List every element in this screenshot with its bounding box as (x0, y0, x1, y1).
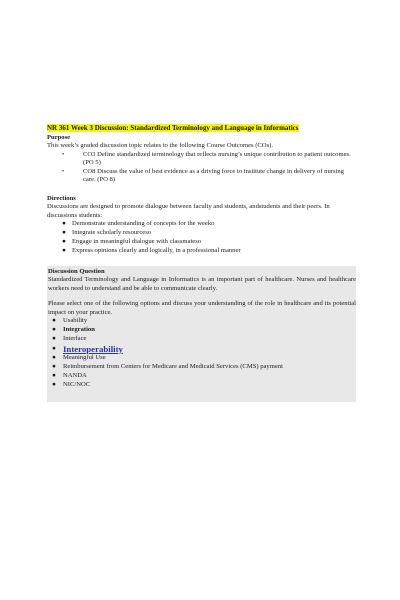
list-item: • CO8 Discuss the value of best evidence as a driving force to institute change in delivery of nursing care. (PO 8) (62, 167, 344, 184)
title-course: NR 361 Week 3 Discussion: (47, 124, 129, 132)
bullet-icon: • (62, 151, 65, 158)
purpose-heading: Purpose (47, 134, 71, 141)
bullet-icon: ● (62, 229, 66, 237)
list-item: • CO3 Define standardized terminology that reflects nursing’s unique contribution to patient outcomes. (PO 5) (62, 150, 351, 167)
discussion-paragraph-1: Standardized Terminology and Language in Informatics is an important part of healthcare. Nurses and healthcare workers need to understand and be able to communicate clearly. (48, 276, 356, 292)
purpose-section (47, 134, 357, 184)
option-interoperability-link[interactable]: ● Interoperability (52, 343, 123, 354)
option-reimbursement: ● Reimbursement from Centers for Medicare and Medicaid Services (CMS) payment (52, 363, 283, 371)
bullet-icon: ● (52, 334, 56, 342)
directions-list (47, 220, 357, 255)
bullet-icon: ● (52, 317, 56, 325)
bullet-icon: ● (52, 344, 56, 352)
discussion-options-list (48, 317, 356, 390)
list-item: ● Express opinions clearly and logically, in a professional manner (62, 246, 241, 254)
list-item: ● Demonstrate understanding of concepts for the weeko (62, 220, 215, 228)
title-topic: Standardized Terminology and Language in Informatics (128, 124, 299, 132)
discussion-heading: Discussion Question (48, 268, 105, 275)
option-meaningful-use: ● Meaningful Use (52, 354, 106, 362)
directions-heading: Directions (47, 195, 76, 202)
document-title (47, 117, 357, 135)
option-integration: ● Integration (52, 325, 95, 333)
bullet-icon: ● (52, 372, 56, 380)
discussion-paragraph-2: Please select one of the following options and discuss your understanding of the role in healthcare and its potential impact on your practice. (48, 300, 356, 316)
list-item: ● Integrate scholarly resourceso (62, 229, 152, 237)
list-item: ● Engage in meaningful dialogue with classmateso (62, 237, 202, 245)
directions-intro: Discussions are designed to promote dialogue between faculty and students, andstudents and their peers. In discussions students: (47, 203, 330, 219)
bullet-icon: ● (62, 220, 66, 228)
discussion-question-box (47, 266, 356, 402)
purpose-intro: This week’s graded discussion topic relates to the following Course Outcomes (COs). (47, 142, 273, 150)
option-nic-noc: ● NIC/NOC (52, 380, 91, 388)
directions-section (47, 195, 357, 255)
course-outcomes-list (47, 151, 357, 185)
bullet-icon: ● (62, 237, 66, 245)
bullet-icon: ● (52, 325, 56, 333)
option-usability: ● Usability (52, 317, 88, 325)
bullet-icon: ● (52, 354, 56, 362)
option-nanda: ● NANDA (52, 372, 87, 380)
bullet-icon: ● (52, 380, 56, 388)
option-interface: ● Interface (52, 334, 87, 342)
bullet-icon: ● (52, 363, 56, 371)
bullet-icon: • (62, 168, 65, 175)
bullet-icon: ● (62, 246, 66, 254)
